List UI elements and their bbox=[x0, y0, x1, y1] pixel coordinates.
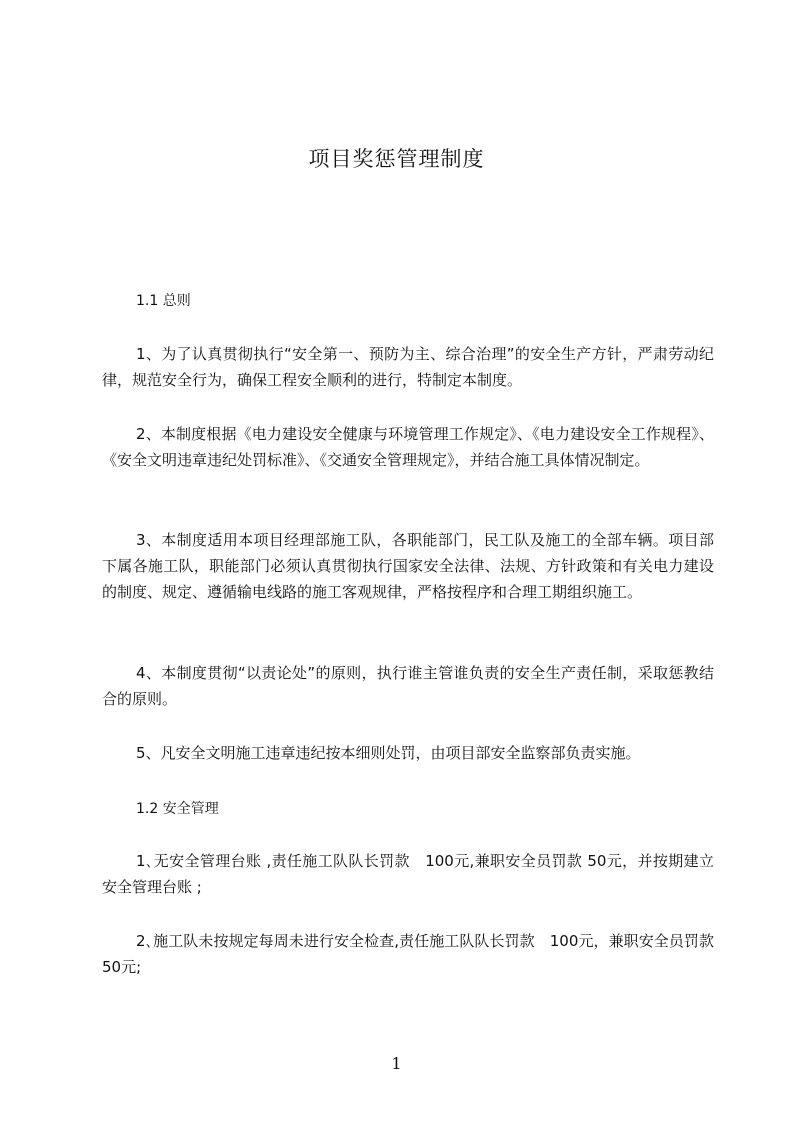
paragraph-4: 4、本制度贯彻“以责论处”的原则，执行谁主管谁负责的安全生产责任制，采取惩教结合的原则。 bbox=[102, 664, 714, 708]
paragraph-3: 3、本制度适用本项目经理部施工队，各职能部门，民工队及施工的全部车辆。项目部下属各施工队，职能部门必须认真贯彻执行国家安全法律、法规、方针政策和有关电力建设的制度、规定、遵循输电线路的施工客观规律，严格按程序和合理工期组织施工。 bbox=[102, 531, 714, 601]
safety-rule-2: 2､施工队未按规定每周未进行安全检查,责任施工队队长罚款 100元，兼职安全员罚款50元; bbox=[102, 932, 714, 976]
paragraph-5: 5、凡安全文明施工违章违纪按本细则处罚，由项目部安全监察部负责实施。 bbox=[136, 744, 641, 762]
safety-rule-1: 1､无安全管理台账 ,责任施工队队长罚款 100元,兼职安全员罚款 50元，并按期建立安全管理台账 ; bbox=[102, 852, 714, 896]
page-number: 1 bbox=[391, 1054, 402, 1073]
paragraph-2: 2、本制度根据《电力建设安全健康与环境管理工作规定》、《电力建设安全工作规程》、《安全文明违章违纪处罚标准》、《交通安全管理规定》，并结合施工具体情况制定。 bbox=[102, 425, 714, 469]
document-title: 项目奖惩管理制度 bbox=[308, 147, 485, 171]
section-heading-safety-management: 1.2 安全管理 bbox=[136, 801, 219, 817]
section-heading-general: 1.1 总则 bbox=[136, 293, 191, 309]
paragraph-1: 1、为了认真贯彻执行“安全第一、预防为主、综合治理”的安全生产方针，严肃劳动纪律，规范安全行为，确保工程安全顺利的进行，特制定本制度。 bbox=[102, 345, 714, 389]
